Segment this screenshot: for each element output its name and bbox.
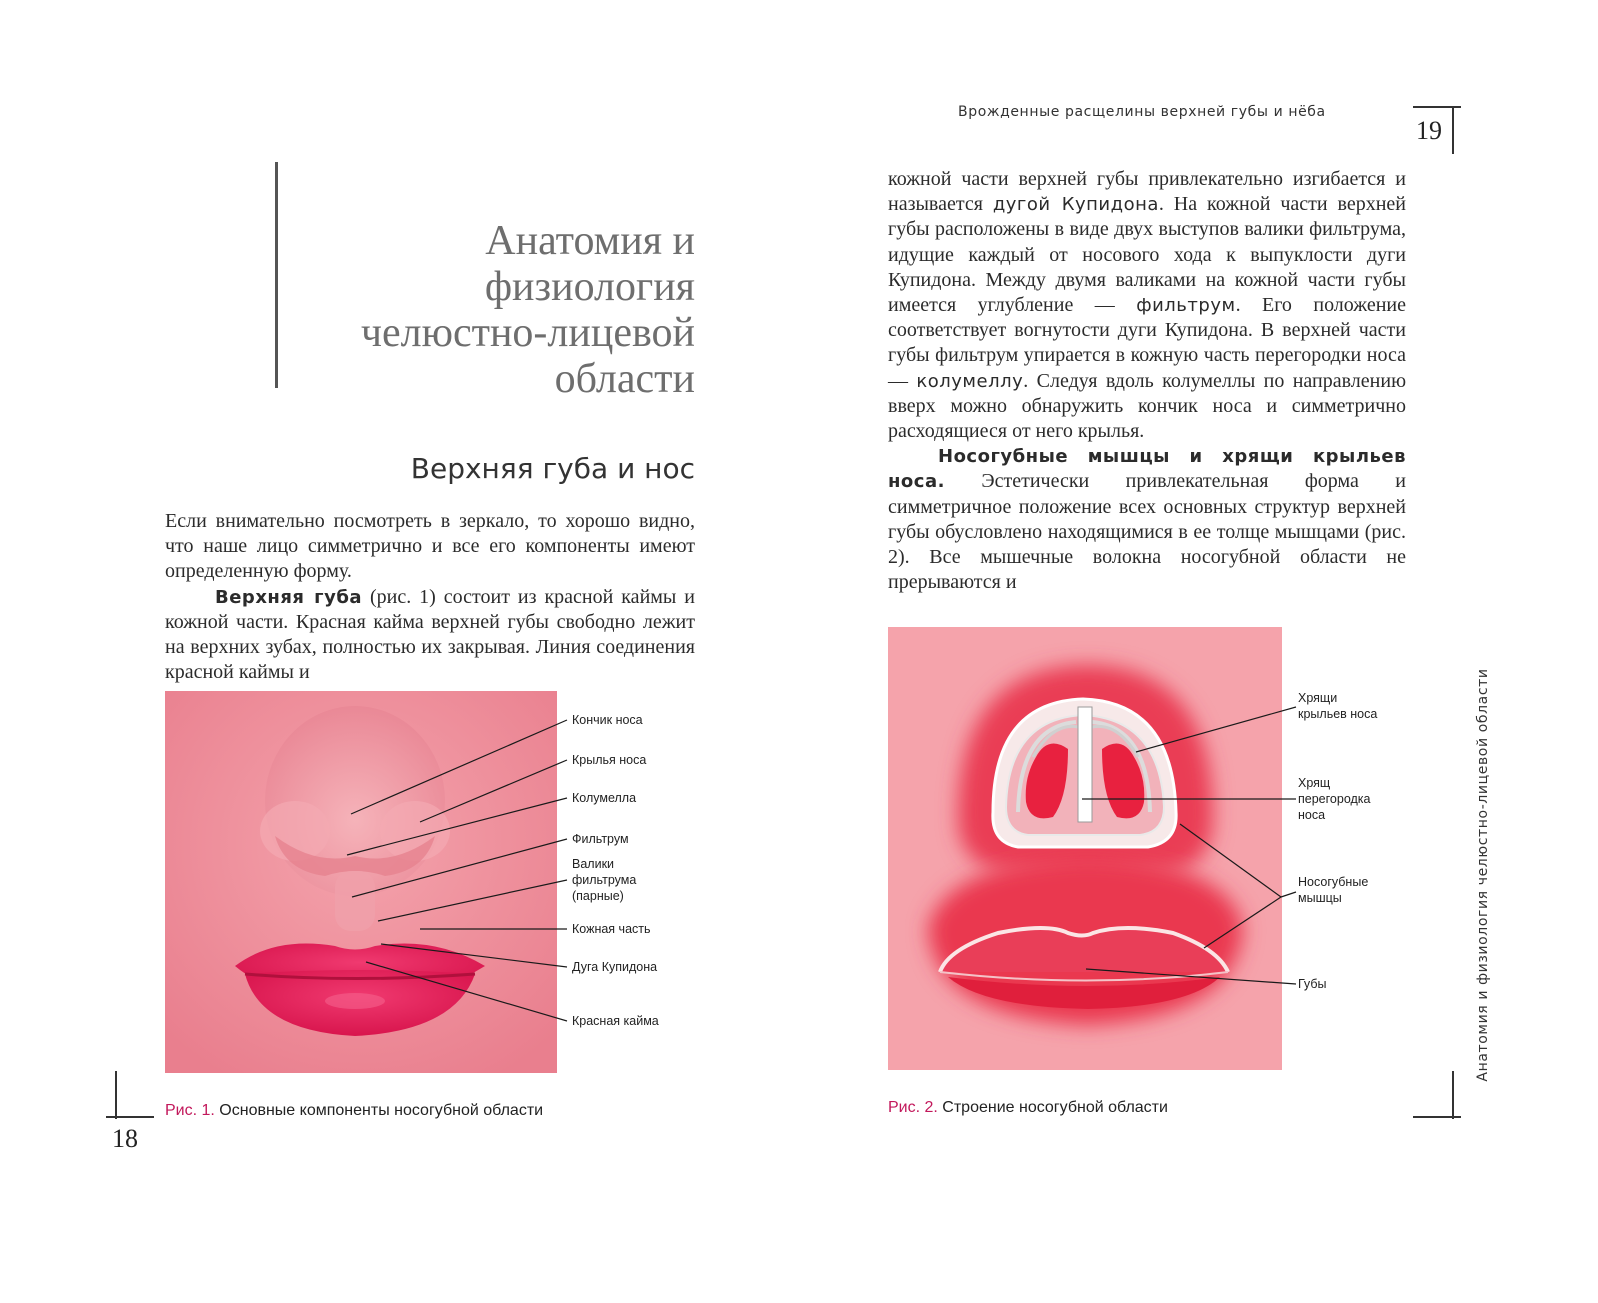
label-line: фильтрума [572,873,637,887]
chapter-title-line: области [554,356,695,402]
chapter-title-line: челюстно-лицевой [360,310,695,356]
label-septal-cartilage [1298,775,1370,823]
label-line: крыльев носа [1298,707,1378,721]
paragraph: Если внимательно посмотреть в зеркало, то хорошо видно, что наше лицо симметрично и все его компоненты имеют определенную форму. [165,510,695,583]
left-body-text [165,509,695,685]
label-line: перегородка [1298,792,1371,806]
label-lips: Губы [1298,977,1327,991]
right-body-text [888,167,1406,595]
label-line: носа [1298,808,1326,822]
label-philtral-columns [572,856,636,904]
label-line: Валики [572,857,615,871]
paragraph [888,444,1406,595]
term-philtrum: фильтрум [1136,295,1236,317]
paragraph-text: . Следуя вдоль колумеллы по направлению вверх можно обнаружить кончик носа и симметрично расходящиеся от него крылья. [888,369,1407,443]
running-head: Врожденные расщелины верхней губы и нёба [958,104,1326,120]
label-vermilion: Красная кайма [572,1014,659,1028]
chapter-title-line: физиология [484,264,695,310]
paragraph-text: . Его положение соответствует вогнутости дуги Купидона. В верхней части губы фильтрум упирается в кожную часть перегородки носа — [888,294,1406,392]
figure-2-leaders [888,627,1308,1070]
corner-rule [106,1116,154,1118]
corner-rule [115,1071,117,1119]
term-columella: колумеллу [916,370,1024,392]
section-title: Верхняя губа и нос [410,452,695,485]
paragraph-text: (рис. 1) состоит из красной каймы и кожной части. Красная кайма верхней губы свободно лежит на верхних зубах, полностью их закрывая. Линия соединения красной каймы и [165,585,696,684]
corner-rule [1413,1116,1461,1118]
label-columella: Колумелла [572,791,637,805]
corner-rule [1452,1071,1454,1119]
label-line: мышцы [1298,891,1342,905]
label-alar-cartilages [1298,690,1377,722]
page-number-left: 18 [112,1124,138,1153]
caption-text: Основные компоненты носогубной области [214,1102,544,1119]
label-line: (парные) [572,889,624,903]
corner-rule [1413,106,1461,108]
paragraph [165,585,695,686]
term-upper-lip: Верхняя губа [215,586,363,608]
paragraph-text: . На кожной части верхней губы расположены в виде двух выступов валики фильтрума, идущие каждый от носового хода к выпуклости дуги Купидона. Между двумя валиками на кожной части губы имеется углубление — [888,193,1406,317]
label-philtrum: Фильтрум [572,832,629,846]
term-muscles-cartilage: Носогубные мышцы и хрящи крыльев носа. [888,446,1406,493]
label-cupid-bow: Дуга Купидона [572,960,658,974]
label-line: Носогубные [1298,875,1369,889]
term-cupid-bow: дугой Купидона [992,194,1159,216]
figure-1 [165,691,557,1073]
caption-label: Рис. 2. [888,1099,938,1116]
figure-2-caption [888,1099,1168,1117]
label-skin-part: Кожная часть [572,922,651,936]
paragraph-text: Эстетически привлекательная форма и симметричное положение всех основных структур верхней губы обусловлено находящимися в ее толще мышцами (рис. 2). Все мышечные волокна носогубной области не прерываются и [888,470,1406,594]
label-line: Хрящи [1298,691,1338,705]
figure-1-caption [165,1102,543,1120]
figure-2 [888,627,1282,1070]
label-nasolabial-muscles [1298,874,1368,906]
vertical-running-head: Анатомия и физиология челюстно-лицевой области [1475,668,1491,1082]
caption-label: Рис. 1. [165,1102,215,1119]
label-line: Хрящ [1298,776,1331,790]
paragraph-text: кожной части верхней губы привлекательно изгибается и называется [888,168,1406,216]
chapter-title-line: Анатомия и [485,218,695,264]
chapter-title [250,218,695,402]
label-nose-wings: Крылья носа [572,753,647,767]
paragraph [888,167,1406,444]
corner-rule [1452,106,1454,154]
label-nose-tip: Кончик носа [572,713,643,727]
page-number-right: 19 [1416,116,1442,145]
caption-text: Строение носогубной области [937,1099,1168,1116]
